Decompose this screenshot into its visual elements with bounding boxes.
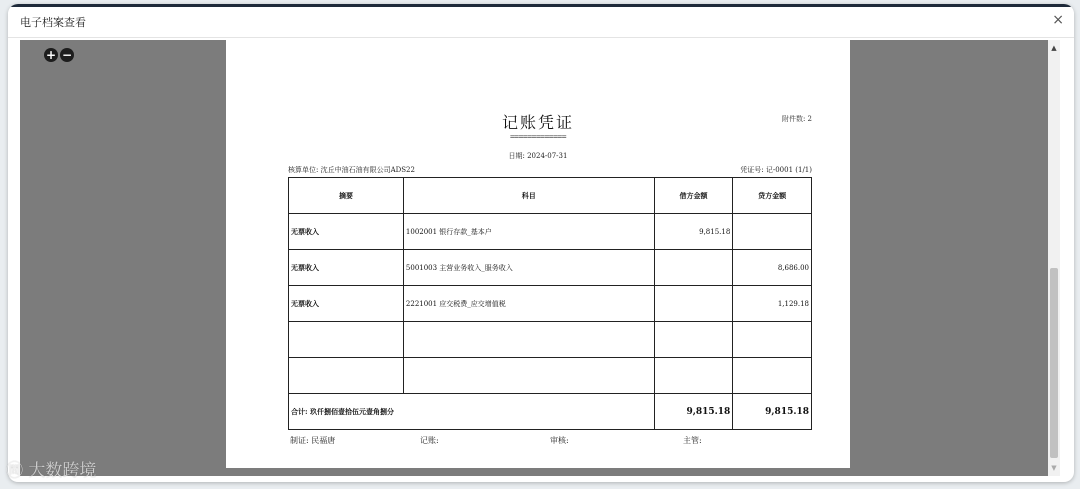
row-summary: 无票收入 xyxy=(289,286,404,322)
row-debit xyxy=(654,250,733,286)
table-row xyxy=(289,286,812,322)
row-credit xyxy=(733,358,812,394)
voucher-title: 记账凭证 xyxy=(501,113,574,132)
watermark-logo: ㉄ 大数跨境 xyxy=(6,461,97,481)
voucher-page xyxy=(226,40,850,468)
supervisor-field: 主管: xyxy=(683,436,702,445)
row-account xyxy=(403,322,654,358)
row-credit: 8,686.00 xyxy=(733,250,812,286)
header-debit: 借方金额 xyxy=(654,178,733,214)
bookkeeper-field: 记账: xyxy=(420,436,439,445)
total-debit: 9,815.18 xyxy=(654,394,733,430)
row-summary: 无票收入 xyxy=(289,214,404,250)
scroll-up-arrow-icon[interactable]: ▲ xyxy=(1051,44,1057,52)
table-row xyxy=(289,214,812,250)
row-credit xyxy=(733,214,812,250)
header-account: 科目 xyxy=(403,178,654,214)
header-credit: 贷方金额 xyxy=(733,178,812,214)
row-account: 5001003 主营业务收入_服务收入 xyxy=(403,250,654,286)
table-row xyxy=(289,322,812,358)
row-summary: 无票收入 xyxy=(289,250,404,286)
row-summary xyxy=(289,358,404,394)
zoom-controls xyxy=(44,48,74,62)
preparer-field: 制证: 民福唐 xyxy=(290,436,336,445)
attachment-count: 附件数: 2 xyxy=(781,115,812,123)
row-account: 2221001 应交税费_应交增值税 xyxy=(403,286,654,322)
dialog-title: 电子档案查看 xyxy=(20,16,86,29)
row-credit: 1,129.18 xyxy=(733,286,812,322)
table-row xyxy=(289,358,812,394)
dialog-titlebar xyxy=(8,7,1074,38)
row-account: 1002001 银行存款_基本户 xyxy=(403,214,654,250)
row-summary xyxy=(289,322,404,358)
voucher-title-underline: ============= xyxy=(509,132,567,141)
zoom-in-button[interactable]: + xyxy=(45,48,57,62)
row-debit xyxy=(654,358,733,394)
zoom-out-button[interactable]: − xyxy=(61,48,73,62)
total-label: 合计: 玖仟捌佰壹拾伍元壹角捌分 xyxy=(289,394,655,430)
row-debit xyxy=(654,322,733,358)
row-debit: 9,815.18 xyxy=(654,214,733,250)
table-row xyxy=(289,250,812,286)
table-total-row xyxy=(289,394,812,430)
auditor-field: 审核: xyxy=(550,436,569,445)
row-debit xyxy=(654,286,733,322)
voucher-date: 日期: 2024-07-31 xyxy=(508,152,568,160)
vertical-scrollbar[interactable] xyxy=(1048,40,1060,476)
close-icon[interactable]: × xyxy=(1052,12,1064,28)
row-credit xyxy=(733,322,812,358)
accounting-unit: 核算单位: 沈丘中油石油有限公司ADS22 xyxy=(288,166,415,174)
scroll-thumb[interactable] xyxy=(1050,268,1058,458)
voucher-number: 凭证号: 记-0001 (1/1) xyxy=(740,166,812,174)
row-account xyxy=(403,358,654,394)
document-viewer[interactable] xyxy=(20,40,1060,476)
archive-viewer-dialog xyxy=(8,4,1074,482)
total-credit: 9,815.18 xyxy=(733,394,812,430)
table-header-row xyxy=(289,178,812,214)
voucher-entries-table xyxy=(288,177,812,430)
header-summary: 摘要 xyxy=(289,178,404,214)
scroll-down-arrow-icon[interactable]: ▼ xyxy=(1051,464,1057,472)
